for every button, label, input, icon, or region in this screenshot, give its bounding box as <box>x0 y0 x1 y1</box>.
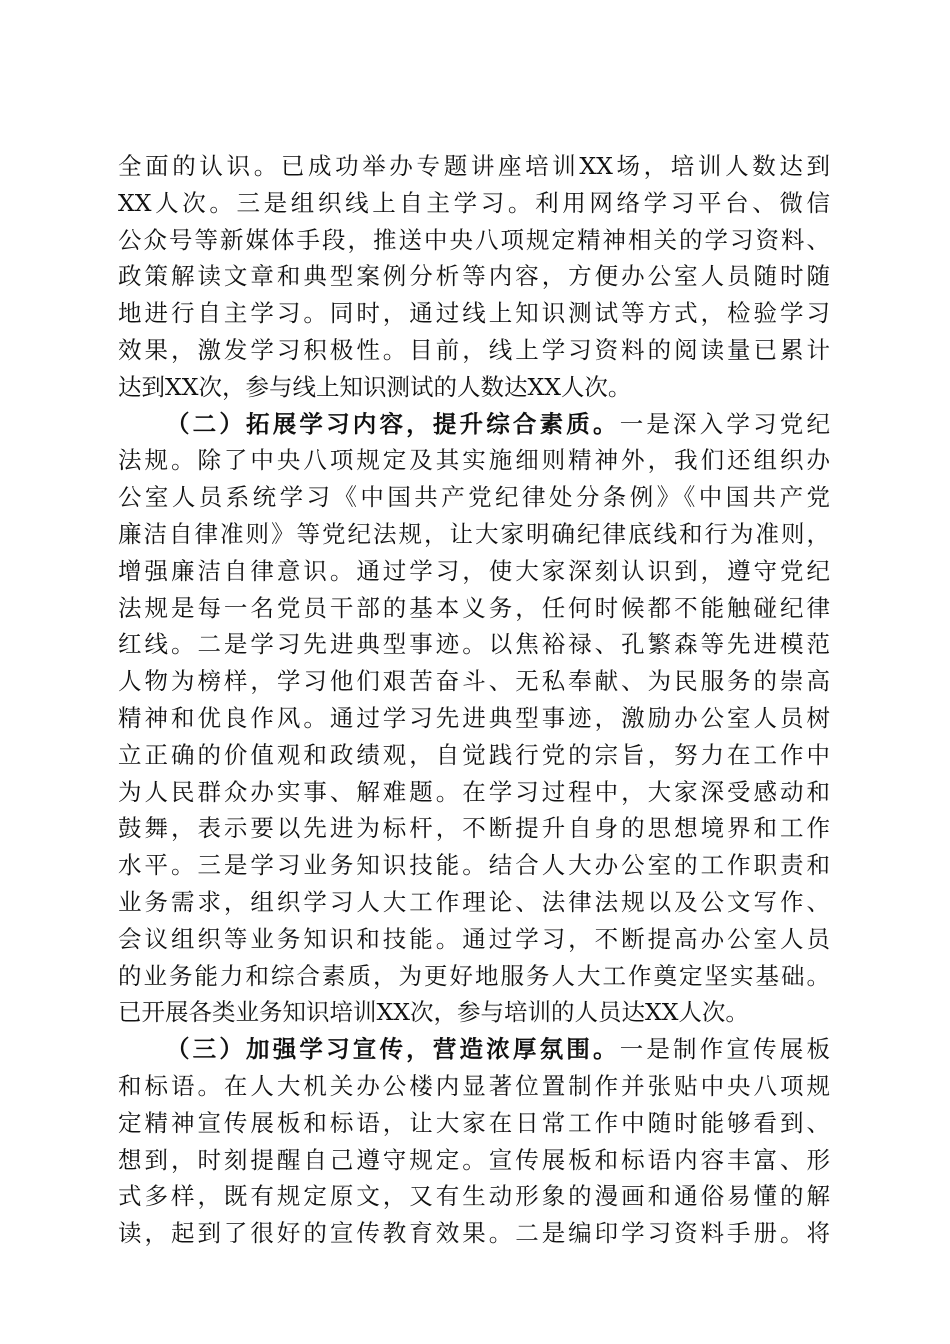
text-line: 想到，时刻提醒自己遵守规定。宣传展板和标语内容丰富、形 <box>118 1145 830 1174</box>
text-line: 的业务能力和综合素质，为更好地服务人大工作奠定坚实基础。 <box>118 961 830 990</box>
text-line: 达到XX次，参与线上知识测试的人数达XX人次。 <box>118 372 632 401</box>
text-line: XX人次。三是组织线上自主学习。利用网络学习平台、微信 <box>118 188 830 217</box>
paragraph-2 <box>118 406 830 1032</box>
text-line: 业务需求，组织学习人大工作理论、法律法规以及公文写作、 <box>118 887 830 916</box>
paragraph-1 <box>118 148 830 406</box>
text-line: 增强廉洁自律意识。通过学习，使大家深刻认识到，遵守党纪 <box>118 556 830 585</box>
paragraph-first-line <box>118 406 830 443</box>
text-line: 式多样，既有规定原文，又有生动形象的漫画和通俗易懂的解 <box>118 1182 830 1211</box>
section-heading: （二）拓展学习内容，提升综合素质。 <box>166 409 620 438</box>
text-line: 廉洁自律准则》等党纪法规，让大家明确纪律底线和行为准则， <box>118 519 830 548</box>
text-line: 读，起到了很好的宣传教育效果。二是编印学习资料手册。将 <box>118 1219 830 1248</box>
text-line: 红线。二是学习先进典型事迹。以焦裕禄、孔繁森等先进模范 <box>118 630 830 659</box>
text-run: 一是制作宣传展板 <box>619 1035 830 1064</box>
text-line: 政策解读文章和典型案例分析等内容，方便办公室人员随时随 <box>118 262 830 291</box>
text-line: 定精神宣传展板和标语，让大家在日常工作中随时能够看到、 <box>118 1108 830 1137</box>
text-line: 精神和优良作风。通过学习先进典型事迹，激励办公室人员树 <box>118 703 830 732</box>
document-page <box>118 148 830 1252</box>
section-heading: （三）加强学习宣传，营造浓厚氛围。 <box>166 1035 620 1064</box>
paragraph-3 <box>118 1031 830 1252</box>
text-line: 已开展各类业务知识培训XX次，参与培训的人员达XX人次。 <box>118 998 749 1027</box>
text-line: 和标语。在人大机关办公楼内显著位置制作并张贴中央八项规 <box>118 1071 830 1100</box>
text-line: 法规。除了中央八项规定及其实施细则精神外，我们还组织办 <box>118 446 830 475</box>
text-line: 效果，激发学习积极性。目前，线上学习资料的阅读量已累计 <box>118 335 830 364</box>
text-line: 立正确的价值观和政绩观，自觉践行党的宗旨，努力在工作中 <box>118 740 830 769</box>
text-line: 全面的认识。已成功举办专题讲座培训XX场，培训人数达到 <box>118 152 830 180</box>
text-line: 地进行自主学习。同时，通过线上知识测试等方式，检验学习 <box>118 299 830 328</box>
paragraph-first-line <box>118 1031 830 1068</box>
text-line: 公众号等新媒体手段，推送中央八项规定精神相关的学习资料、 <box>118 225 830 254</box>
text-run: 一是深入学习党纪 <box>619 409 830 438</box>
text-line: 会议组织等业务知识和技能。通过学习，不断提高办公室人员 <box>118 924 830 953</box>
text-line: 公室人员系统学习《中国共产党纪律处分条例》《中国共产党 <box>118 483 830 512</box>
text-line: 人物为榜样，学习他们艰苦奋斗、无私奉献、为民服务的崇高 <box>118 667 830 696</box>
text-line: 水平。三是学习业务知识技能。结合人大办公室的工作职责和 <box>118 851 830 880</box>
text-line: 鼓舞，表示要以先进为标杆，不断提升自身的思想境界和工作 <box>118 814 830 843</box>
text-line: 为人民群众办实事、解难题。在学习过程中，大家深受感动和 <box>118 777 830 806</box>
text-line: 法规是每一名党员干部的基本义务，任何时候都不能触碰纪律 <box>118 593 830 622</box>
